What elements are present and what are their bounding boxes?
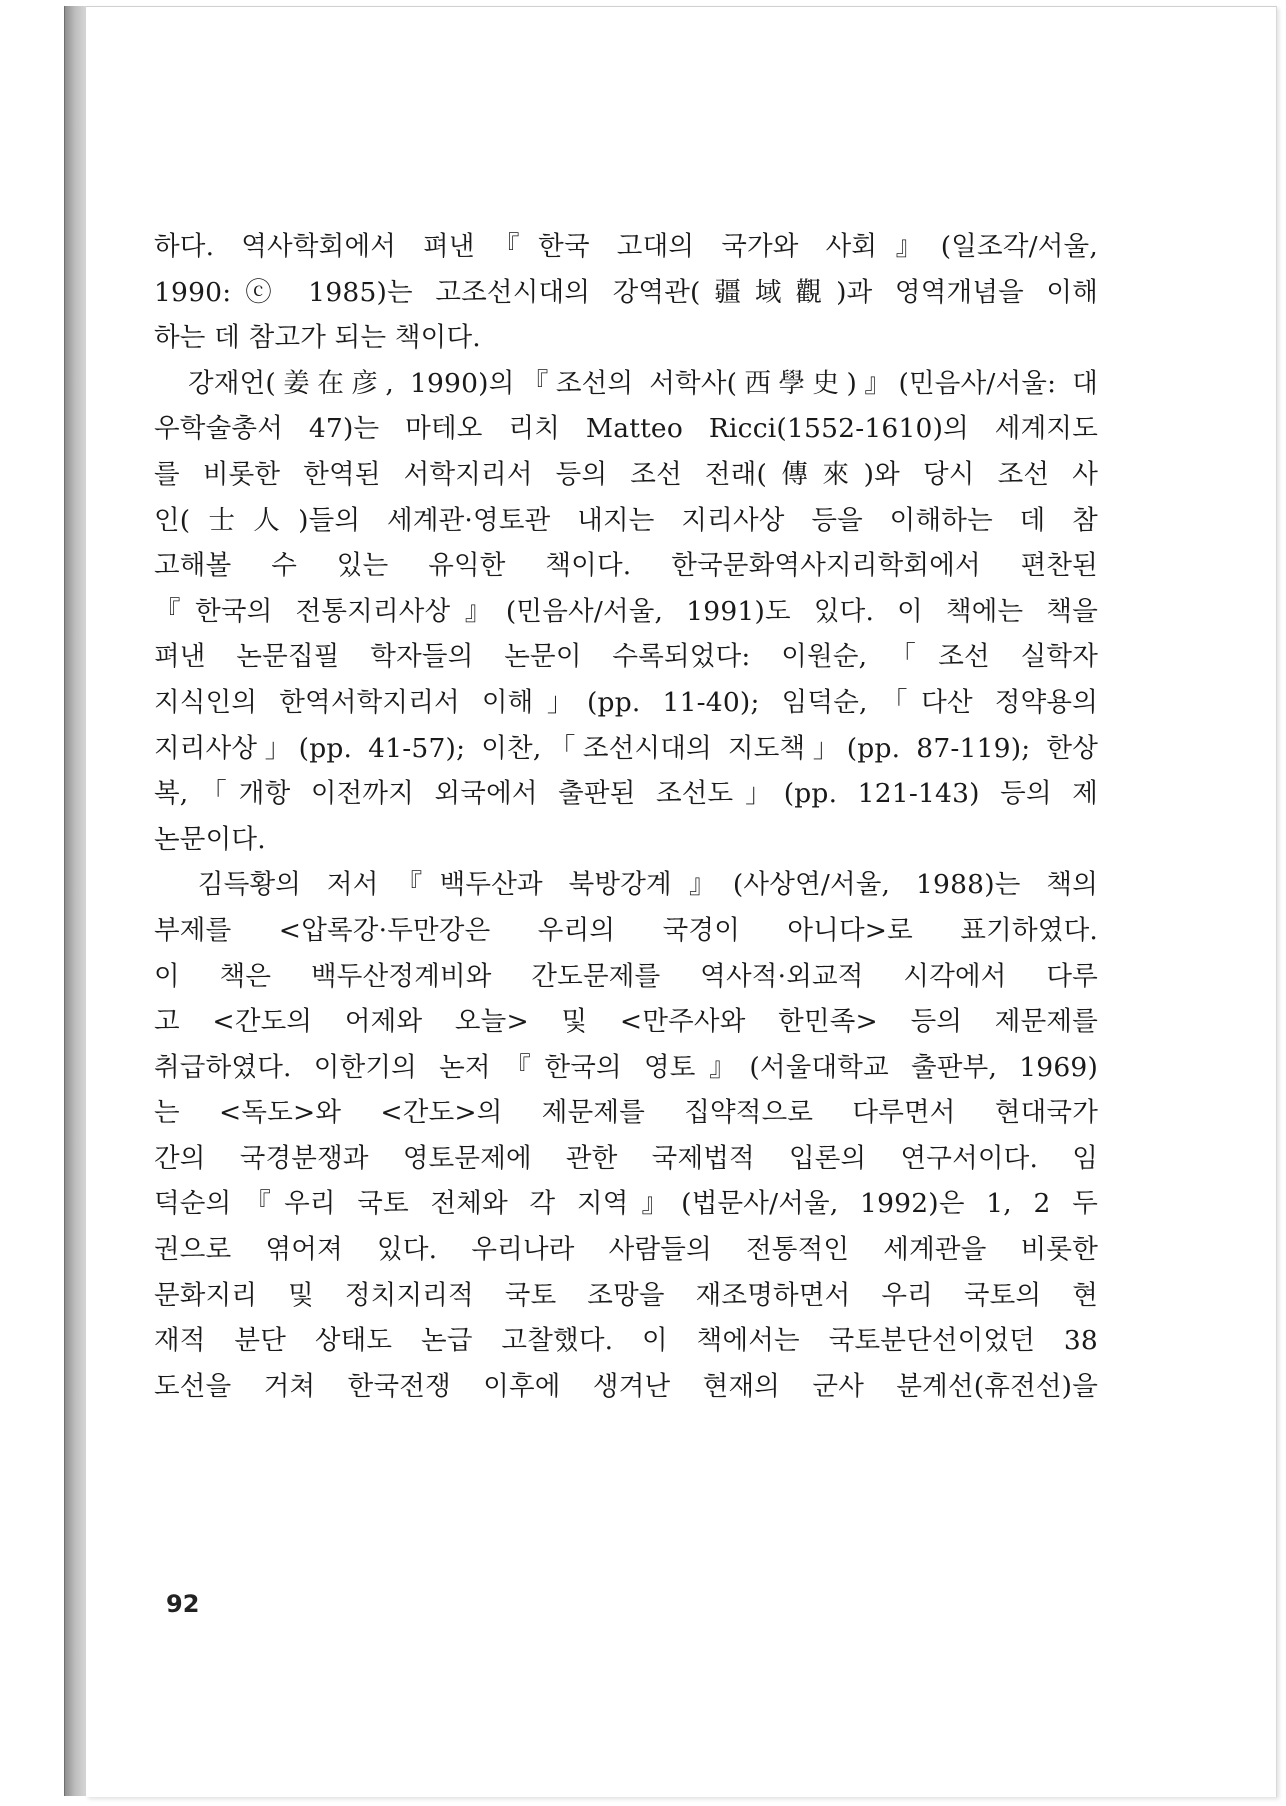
text-line: 고해볼 수 있는 유익한 책이다. 한국문화역사지리학회에서 편찬된: [154, 550, 1098, 582]
text-line: 인(士人)들의 세계관·영토관 내지는 지리사상 등을 이해하는 데 참: [154, 504, 1098, 536]
text-line: 문화지리 및 정치지리적 국토 조망을 재조명하면서 우리 국토의 현: [154, 1279, 1098, 1311]
text-line: 덕순의『우리 국토 전체와 각 지역』(법문사/서울, 1992)은 1, 2 두: [154, 1188, 1098, 1220]
text-line: 지리사상」(pp. 41-57); 이찬,「조선시대의 지도책」(pp. 87-119); 한상: [154, 732, 1098, 764]
text-line: 이 책은 백두산정계비와 간도문제를 역사적·외교적 시각에서 다루: [154, 960, 1098, 992]
book-page-edge: [64, 6, 87, 1796]
text-line: 권으로 엮어져 있다. 우리나라 사람들의 전통적인 세계관을 비롯한: [154, 1234, 1098, 1266]
body-text: [154, 224, 1098, 1409]
text-line: 하다. 역사학회에서 펴낸『한국 고대의 국가와 사회』(일조각/서울,: [154, 231, 1098, 262]
text-line: 우학술총서 47)는 마테오 리치 Matteo Ricci(1552-1610)의 세계지도: [154, 413, 1098, 445]
text-line: 펴낸 논문집필 학자들의 논문이 수록되었다: 이원순,「조선 실학자: [154, 641, 1098, 673]
text-line: 간의 국경분쟁과 영토문제에 관한 국제법적 입론의 연구서이다. 임: [154, 1142, 1098, 1174]
text-line: 지식인의 한역서학지리서 이해」(pp. 11-40); 임덕순,「다산 정약용의: [154, 686, 1098, 718]
text-line: 는 <독도>와 <간도>의 제문제를 집약적으로 다루면서 현대국가: [154, 1097, 1098, 1129]
text-line: 취급하였다. 이한기의 논저『한국의 영토』(서울대학교 출판부, 1969): [154, 1051, 1098, 1083]
text-line: 논문이다.: [154, 823, 266, 855]
text-line: 김득황의 저서『백두산과 북방강계』(사상연/서울, 1988)는 책의: [154, 869, 1098, 901]
text-line: 를 비롯한 한역된 서학지리서 등의 조선 전래(傳來)와 당시 조선 사: [154, 458, 1098, 490]
text-line: 강재언(姜在彦, 1990)의『조선의 서학사(西學史)』(민음사/서울: 대: [154, 367, 1098, 399]
page-number: 92: [166, 1590, 200, 1618]
text-line: 하는 데 참고가 되는 책이다.: [154, 322, 481, 354]
text-line: 『한국의 전통지리사상』(민음사/서울, 1991)도 있다. 이 책에는 책을: [154, 595, 1098, 627]
text-line: 1990:ⓒ 1985)는 고조선시대의 강역관(疆域觀)과 영역개념을 이해: [154, 276, 1098, 308]
text-line: 도선을 거쳐 한국전쟁 이후에 생겨난 현재의 군사 분계선(휴전선)을: [154, 1370, 1098, 1402]
text-line: 복,「개항 이전까지 외국에서 출판된 조선도」(pp. 121-143) 등의 제: [154, 778, 1098, 810]
text-line: 부제를 <압록강·두만강은 우리의 국경이 아니다>로 표기하였다.: [154, 914, 1098, 946]
text-line: 재적 분단 상태도 논급 고찰했다. 이 책에서는 국토분단선이었던 38: [154, 1325, 1098, 1357]
text-line: 고 <간도의 어제와 오늘> 및 <만주사와 한민족> 등의 제문제를: [154, 1006, 1098, 1038]
